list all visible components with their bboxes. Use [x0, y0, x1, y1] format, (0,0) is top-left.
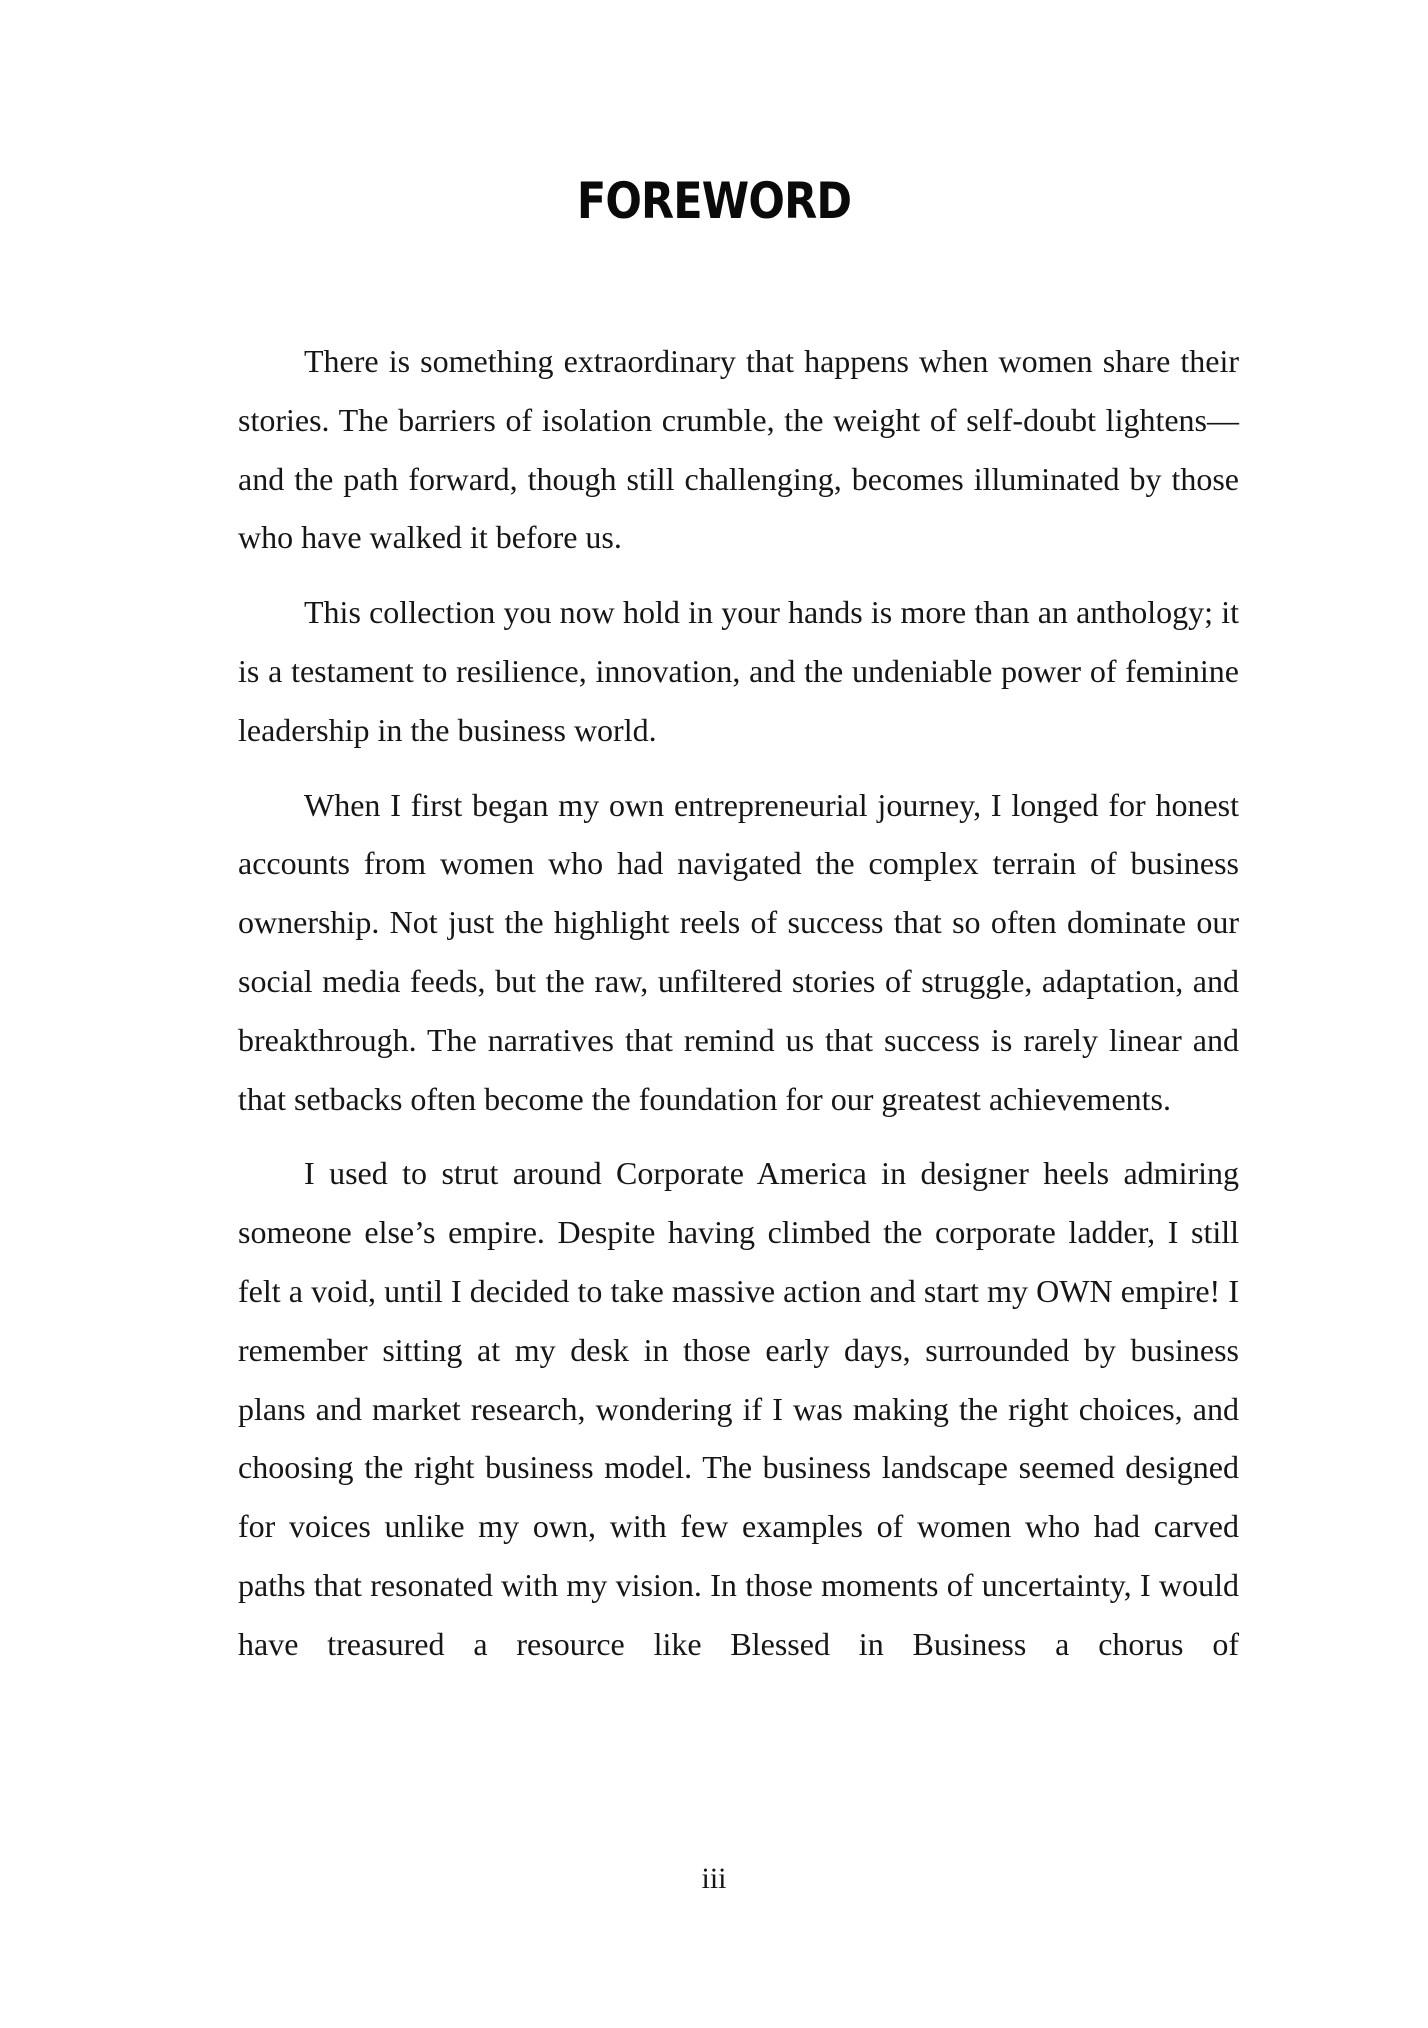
paragraph-2: This collection you now hold in your hands is more than an anthology; it is a testament to resilience, innovation, and the undeniable power of feminine leadership in the business world. [238, 594, 1239, 748]
foreword-body [238, 332, 1239, 1690]
paragraph-4: I used to strut around Corporate America in designer heels admiring someone else’s empire. Despite having climbed the corporate ladder, I still felt a void, until I decided to take massive action and start my OWN empire! I remember sitting at my desk in those early days, surrounded by business plans and market research, wondering if I was making the right choices, and choosing the right business model. The business landscape seemed designed for voices unlike my own, with few examples of women who had carved paths that resonated with my vision. In those moments of uncertainty, I would have treasured a resource like Blessed in Business a chorus of [238, 1155, 1239, 1662]
paragraph-3: When I first began my own entrepreneurial journey, I longed for honest accounts from women who had navigated the complex terrain of business ownership. Not just the highlight reels of success that so often dominate our social media feeds, but the raw, unfiltered stories of struggle, adaptation, and breakthrough. The narratives that remind us that success is rarely linear and that setbacks often become the foundation for our greatest achievements. [238, 786, 1239, 1117]
page-number: iii [701, 1862, 727, 1895]
paragraph-1: There is something extraordinary that happens when women share their stories. The barriers of isolation crumble, the weight of self-doubt lightens—and the path forward, though still challenging, becomes illuminated by those who have walked it before us. [238, 343, 1239, 556]
chapter-title: FOREWORD [576, 172, 852, 230]
